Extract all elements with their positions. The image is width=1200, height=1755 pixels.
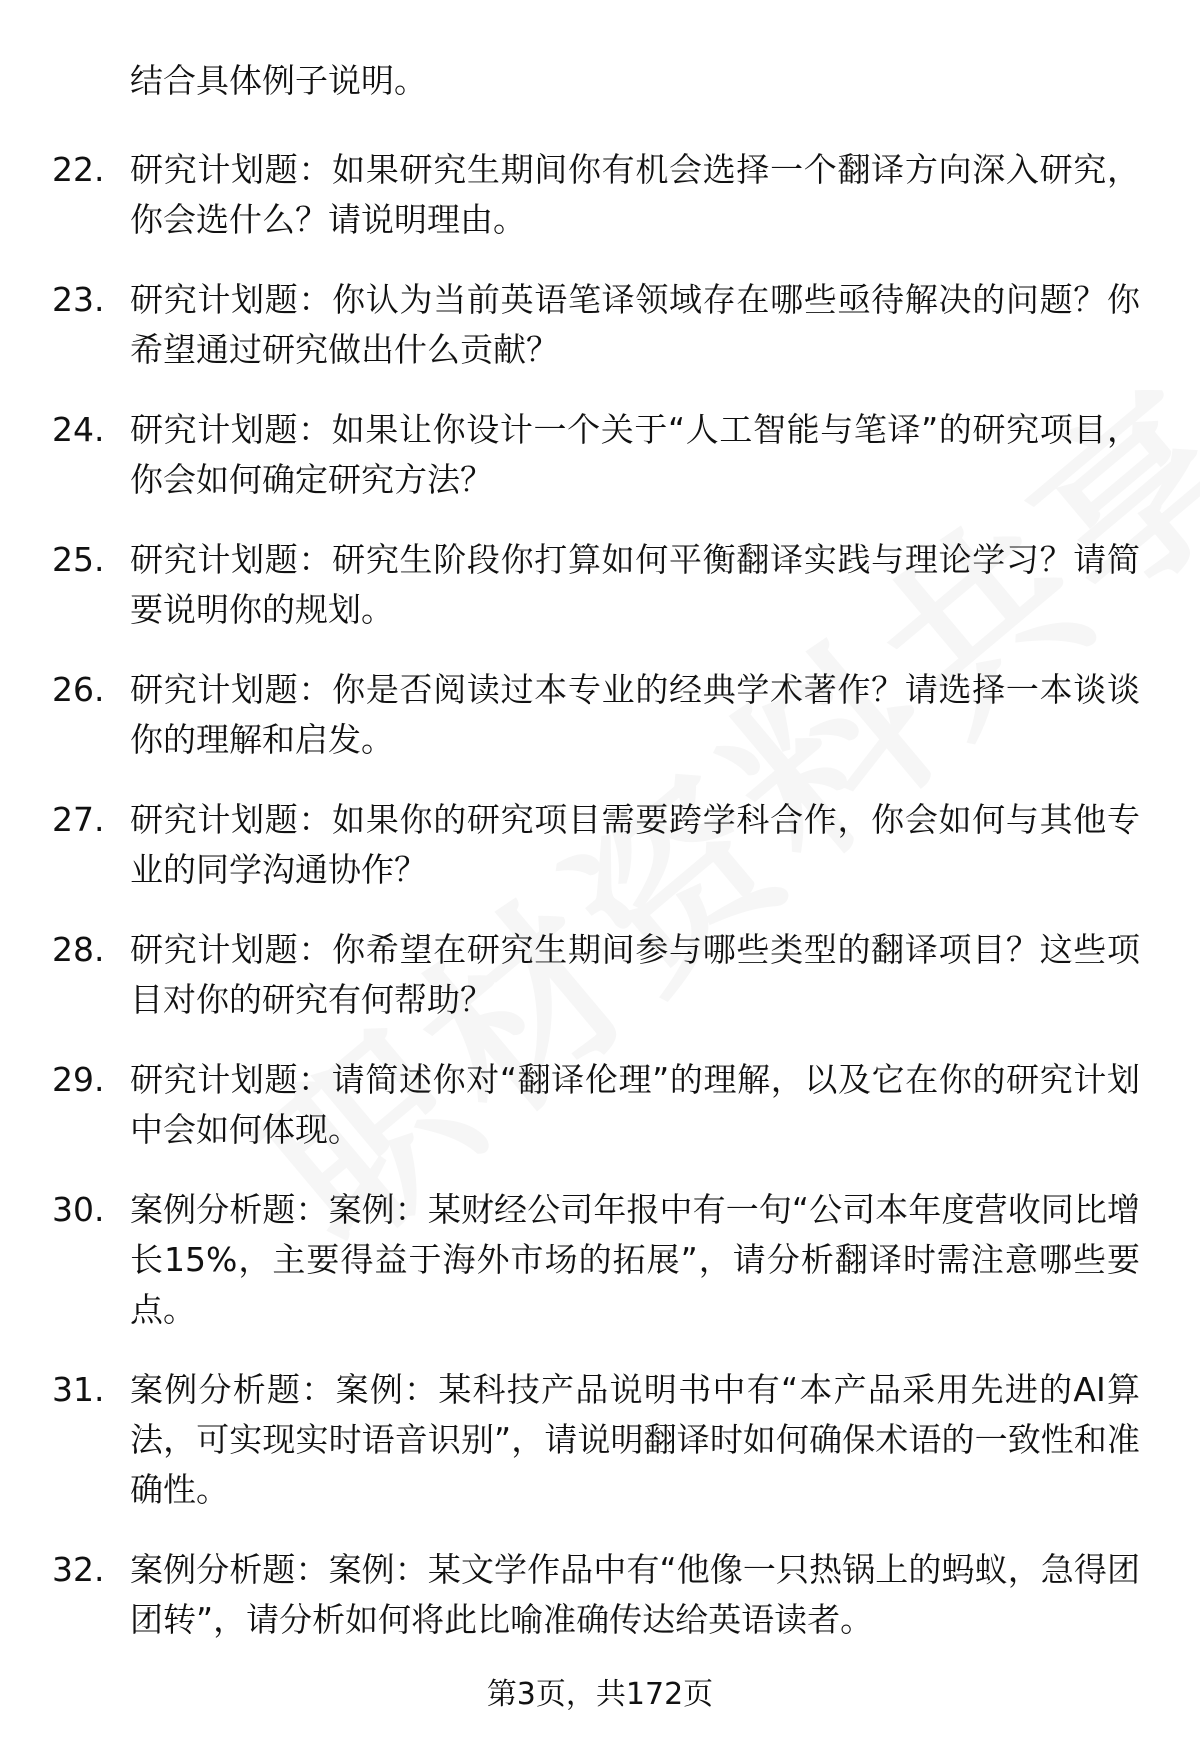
question-number: 26.	[52, 670, 105, 709]
question-text: 案例分析题：案例：某科技产品说明书中有“本产品采用先进的AI算法，可实现实时语音识别”，请说明翻译时如何确保术语的一致性和准确性。	[130, 1370, 1140, 1509]
question-number: 22.	[52, 150, 105, 189]
question-item	[0, 925, 1200, 1025]
question-text: 研究计划题：如果你的研究项目需要跨学科合作，你会如何与其他专业的同学沟通协作？	[130, 800, 1140, 889]
question-item	[0, 1185, 1200, 1335]
question-text: 研究计划题：你希望在研究生期间参与哪些类型的翻译项目？这些项目对你的研究有何帮助？	[130, 930, 1140, 1019]
question-number: 30.	[52, 1190, 105, 1229]
question-number: 31.	[52, 1370, 105, 1409]
question-number: 29.	[52, 1060, 105, 1099]
question-text: 案例分析题：案例：某财经公司年报中有一句“公司本年度营收同比增长15%，主要得益于海外市场的拓展”，请分析翻译时需注意哪些要点。	[130, 1190, 1140, 1329]
continuation-text: 结合具体例子说明。	[130, 61, 427, 100]
page-footer: 第3页，共172页	[486, 1677, 714, 1712]
question-item	[0, 145, 1200, 245]
question-text: 研究计划题：如果研究生期间你有机会选择一个翻译方向深入研究，你会选什么？请说明理由。	[130, 150, 1140, 239]
question-item	[0, 1055, 1200, 1155]
question-text: 研究计划题：你是否阅读过本专业的经典学术著作？请选择一本谈谈你的理解和启发。	[130, 670, 1140, 759]
question-item	[0, 275, 1200, 375]
question-item	[0, 535, 1200, 635]
question-number: 23.	[52, 280, 105, 319]
question-item	[0, 795, 1200, 895]
question-item	[0, 665, 1200, 765]
question-number: 28.	[52, 930, 105, 969]
question-item	[0, 1545, 1200, 1645]
question-text: 研究计划题：如果让你设计一个关于“人工智能与笔译”的研究项目，你会如何确定研究方法？	[130, 410, 1140, 499]
question-item	[0, 405, 1200, 505]
question-text: 案例分析题：案例：某文学作品中有“他像一只热锅上的蚂蚁，急得团团转”，请分析如何将此比喻准确传达给英语读者。	[130, 1550, 1140, 1639]
question-text: 研究计划题：你认为当前英语笔译领域存在哪些亟待解决的问题？你希望通过研究做出什么贡献？	[130, 280, 1140, 369]
question-number: 25.	[52, 540, 105, 579]
question-text: 研究计划题：请简述你对“翻译伦理”的理解，以及它在你的研究计划中会如何体现。	[130, 1060, 1140, 1149]
question-list	[0, 145, 1200, 1675]
question-number: 24.	[52, 410, 105, 449]
question-item	[0, 1365, 1200, 1515]
question-number: 32.	[52, 1550, 105, 1589]
question-number: 27.	[52, 800, 105, 839]
question-text: 研究计划题：研究生阶段你打算如何平衡翻译实践与理论学习？请简要说明你的规划。	[130, 540, 1140, 629]
